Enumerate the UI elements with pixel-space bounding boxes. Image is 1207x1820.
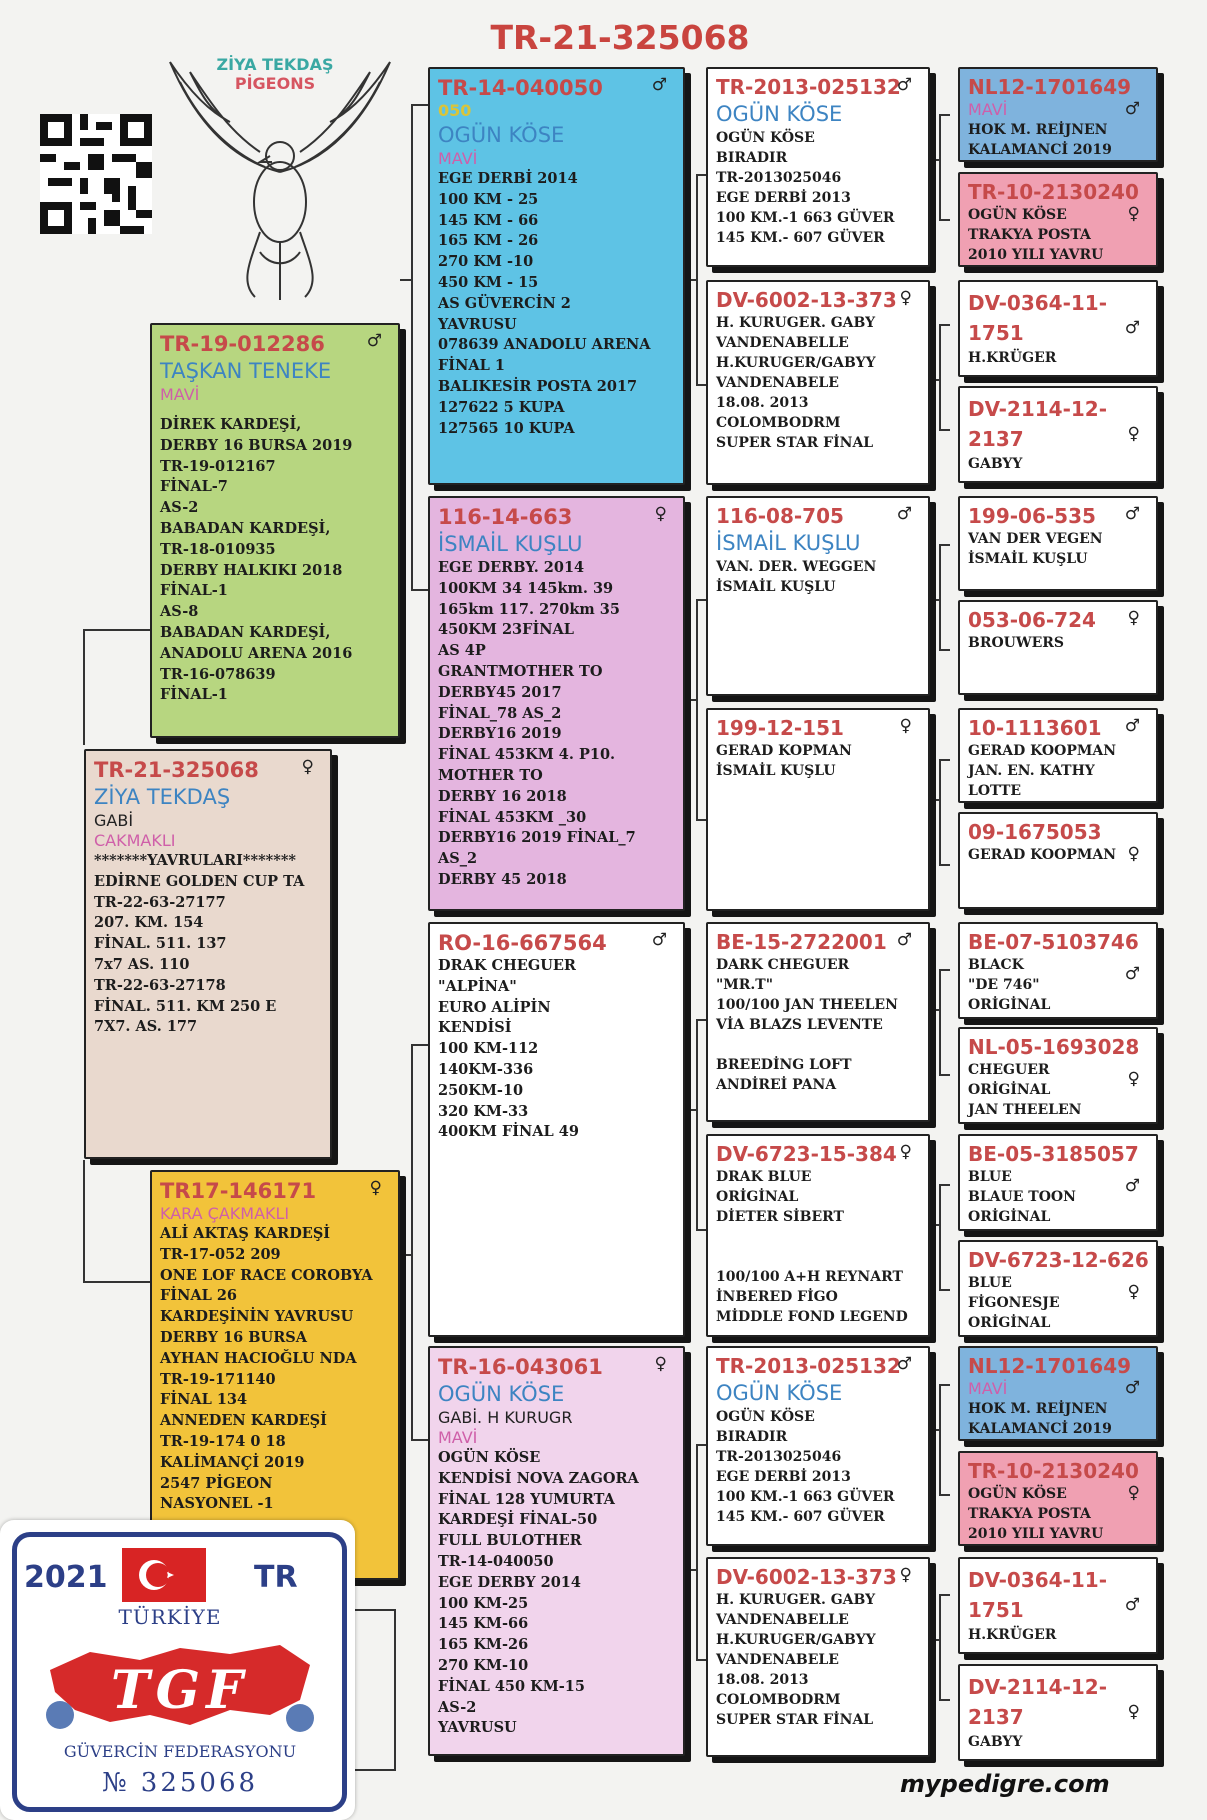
grandparent-card-4[interactable]: [428, 1346, 685, 1756]
female-icon: ♀: [1127, 1282, 1140, 1302]
grandparent-card-3[interactable]: [428, 922, 685, 1337]
male-icon: ♂: [1124, 964, 1140, 984]
ggp1-name: OGÜN KÖSE: [716, 102, 843, 126]
dam-card[interactable]: [150, 1170, 400, 1580]
male-icon: ♂: [1124, 1378, 1140, 1398]
female-icon: ♀: [654, 1354, 667, 1374]
male-icon: ♂: [651, 75, 667, 95]
gp3-notes: DRAK CHEGUER "ALPİNA" EURO ALİPİN KENDİSİ 100 KM-112 140KM-336 250KM-10 320 KM-33 400KM FİNAL 49: [438, 957, 579, 1141]
male-icon: ♂: [1124, 1595, 1140, 1615]
male-icon: ♂: [366, 331, 382, 351]
gggp4-ring: DV-2114-12-2137: [968, 397, 1108, 451]
gggp-card-5[interactable]: [958, 496, 1158, 591]
gggp4-notes: GABYY: [968, 456, 1023, 472]
stamp-country-code: TR: [254, 1560, 298, 1595]
gggp-card-11[interactable]: [958, 1134, 1158, 1231]
dam-ring: TR17-146171: [160, 1179, 317, 1203]
ggp-card-3[interactable]: [706, 496, 930, 696]
gp3-ring: RO-16-667564: [438, 931, 607, 955]
gggp-card-3[interactable]: [958, 280, 1158, 377]
sire-card[interactable]: [150, 323, 400, 738]
ggp6-ring: DV-6723-15-384: [716, 1142, 897, 1166]
gggp-card-12[interactable]: [958, 1240, 1158, 1337]
female-icon: ♀: [301, 757, 314, 777]
gggp12-ring: DV-6723-12-626: [968, 1248, 1149, 1272]
ggp7-notes: OGÜN KÖSE BIRADIR TR-2013025046 EGE DERBİ 2013 100 KM.-1 663 GÜVER 145 KM.- 607 GÜVER: [716, 1409, 895, 1525]
ggp-card-4[interactable]: [706, 708, 930, 911]
gggp-card-13[interactable]: [958, 1346, 1158, 1441]
subject-card[interactable]: [84, 749, 332, 1159]
pedigree-title: TR-21-325068: [490, 18, 750, 57]
gp1-extra: 050: [438, 101, 472, 120]
gggp8-notes: GERAD KOOPMAN: [968, 847, 1117, 863]
gp1-ring: TR-14-040050: [438, 76, 603, 100]
ggp-card-6[interactable]: [706, 1134, 930, 1337]
turkish-flag-icon: [122, 1548, 206, 1602]
gggp2-ring: TR-10-2130240: [968, 180, 1139, 204]
gggp-card-1[interactable]: [958, 67, 1158, 162]
sire-notes: DİREK KARDEŞİ, DERBY 16 BURSA 2019 TR-19-012167 FİNAL-7 AS-2 BABADAN KARDEŞİ, TR-18-010935 DERBY HALKIKI 2018 FİNAL-1 AS-8 BABADAN KARDEŞİ, ANADOLU ARENA 2016 TR-16-078639 FİNAL-1: [160, 416, 353, 704]
male-icon: ♂: [1124, 504, 1140, 524]
gp4-ring: TR-16-043061: [438, 1355, 603, 1379]
gggp1-notes: HOK M. REİJNEN KALAMANCİ 2019: [968, 122, 1112, 158]
ggp8-notes: H. KURUGER. GABY VANDENABELLE H.KURUGER/GABYY VANDENABELE 18.08. 2013 COLOMBODRM SUPER STAR FİNAL: [716, 1592, 876, 1728]
gggp3-notes: H.KRÜGER: [968, 350, 1057, 366]
gp4-name: OGÜN KÖSE: [438, 1382, 565, 1406]
gggp16-ring: DV-2114-12-2137: [968, 1675, 1108, 1729]
gggp8-ring: 09-1675053: [968, 820, 1102, 844]
gggp13-ring: NL12-1701649: [968, 1354, 1132, 1378]
sire-colour: MAVİ: [160, 385, 200, 404]
gp1-colour: MAVİ: [438, 149, 478, 168]
ggp4-notes: GERAD KOPMAN İSMAİL KUŞLU: [716, 743, 852, 779]
female-icon: ♀: [1127, 204, 1140, 224]
gp2-notes: EGE DERBY. 2014 100KM 34 145km. 39 165km 117. 270km 35 450KM 23FİNAL AS 4P GRANTMOTHER TO DERBY45 2017 FİNAL_78 AS_2 DERBY16 2019 FİNAL 453KM 4. P10. MOTHER TO DERBY 16 2018 FİNAL 453KM _30 DERBY16 2019 FİNAL_7 AS_2 DERBY 45 2018: [438, 559, 636, 888]
subject-extra: GABİ: [94, 811, 134, 830]
grandparent-card-2[interactable]: [428, 496, 685, 911]
grandparent-card-1[interactable]: [428, 67, 685, 485]
ring-stamp-card: [0, 1520, 355, 1820]
ggp1-ring: TR-2013-025132: [716, 75, 901, 99]
gp2-name: İSMAİL KUŞLU: [438, 532, 583, 556]
female-icon: ♀: [369, 1178, 382, 1198]
ggp-card-2[interactable]: [706, 280, 930, 485]
gp1-name: OGÜN KÖSE: [438, 123, 565, 147]
female-icon: ♀: [1127, 424, 1140, 444]
gggp1-colour: MAVİ: [968, 100, 1008, 119]
male-icon: ♂: [896, 1354, 912, 1374]
ggp-card-5[interactable]: [706, 922, 930, 1122]
brand-line-1: ZİYA TEKDAŞ: [216, 55, 334, 74]
brand-line-2: PİGEONS: [234, 74, 316, 93]
ggp-card-1[interactable]: [706, 67, 930, 267]
ggp1-notes: OGÜN KÖSE BIRADIR TR-2013025046 EGE DERBİ 2013 100 KM.-1 663 GÜVER 145 KM.- 607 GÜVER: [716, 130, 895, 246]
male-icon: ♂: [1124, 318, 1140, 338]
male-icon: ♂: [1124, 716, 1140, 736]
ggp8-ring: DV-6002-13-373: [716, 1565, 897, 1589]
ggp5-notes: DARK CHEGUER "MR.T" 100/100 JAN THEELEN VİA BLAZS LEVENTE BREEDİNG LOFT ANDİREİ PANA: [716, 957, 898, 1093]
gggp-card-2[interactable]: [958, 172, 1158, 267]
gggp-card-10[interactable]: [958, 1027, 1158, 1124]
ggp-card-8[interactable]: [706, 1557, 930, 1757]
gggp-card-6[interactable]: [958, 600, 1158, 695]
gggp12-notes: BLUE FİGONESJE ORİGİNAL: [968, 1275, 1060, 1331]
female-icon: ♀: [1127, 1702, 1140, 1722]
gggp-card-9[interactable]: [958, 922, 1158, 1019]
stamp-federation: GÜVERCİN FEDERASYONU: [63, 1742, 297, 1761]
gggp2-notes: OGÜN KÖSE TRAKYA POSTA 2010 YILI YAVRU: [968, 207, 1104, 263]
male-icon: ♂: [896, 504, 912, 524]
female-icon: ♀: [654, 504, 667, 524]
female-icon: ♀: [1127, 608, 1140, 628]
gggp-card-8[interactable]: [958, 812, 1158, 909]
subject-notes: *******YAVRULARI******* EDİRNE GOLDEN CUP TA TR-22-63-27177 207. KM. 154 FİNAL. 511. 137 7x7 AS. 110 TR-22-63-27178 FİNAL. 511. KM 250 E 7X7. AS. 177: [94, 852, 305, 1036]
subject-ring: TR-21-325068: [94, 758, 259, 782]
female-icon: ♀: [899, 1565, 912, 1585]
gggp6-ring: 053-06-724: [968, 608, 1096, 632]
female-icon: ♀: [1127, 1069, 1140, 1089]
ggp3-notes: VAN. DER. WEGGEN İSMAİL KUŞLU: [716, 559, 877, 595]
ggp3-ring: 116-08-705: [716, 504, 844, 528]
gggp-card-16[interactable]: [958, 1664, 1158, 1761]
gggp5-notes: VAN DER VEGEN İSMAİL KUŞLU: [968, 531, 1103, 567]
sire-ring: TR-19-012286: [160, 332, 325, 356]
tgf-logo: TGF: [110, 1660, 250, 1721]
gggp14-notes: OGÜN KÖSE TRAKYA POSTA 2010 YILI YAVRU: [968, 1486, 1104, 1542]
dam-colour: KARA ÇAKMAKLI: [160, 1204, 290, 1223]
gggp15-notes: H.KRÜGER: [968, 1627, 1057, 1643]
ggp7-name: OGÜN KÖSE: [716, 1381, 843, 1405]
gp1-notes: EGE DERBİ 2014 100 KM - 25 145 KM - 66 165 KM - 26 270 KM -10 450 KM - 15 AS GÜVERCİN 2 YAVRUSU 078639 ANADOLU ARENA FİNAL 1 BALIKESİR POSTA 2017 127622 5 KUPA 127565 10 KUPA: [438, 170, 651, 437]
gp4-extra: GABİ. H KURUGR: [438, 1408, 573, 1427]
gggp14-ring: TR-10-2130240: [968, 1459, 1139, 1483]
male-icon: ♂: [1124, 99, 1140, 119]
gggp5-ring: 199-06-535: [968, 504, 1096, 528]
ggp2-ring: DV-6002-13-373: [716, 288, 897, 312]
footer-site-link[interactable]: mypedigre.com: [900, 1770, 1110, 1798]
dam-notes: ALİ AKTAŞ KARDEŞİ TR-17-052 209 ONE LOF RACE COROBYA FİNAL 26 KARDEŞİNİN YAVRUSU DERBY 16 BURSA AYHAN HACIOĞLU NDA TR-19-171140 FİNAL 134 ANNEDEN KARDEŞİ TR-19-174 0 18 KALİMANÇİ 2019 2547 PİGEON NASYONEL -1: [160, 1225, 373, 1513]
female-icon: ♀: [1127, 1483, 1140, 1503]
gggp7-ring: 10-1113601: [968, 716, 1102, 740]
subject-colour: CAKMAKLI: [94, 831, 176, 850]
gggp11-notes: BLUE BLAUE TOON ORİGİNAL: [968, 1169, 1076, 1225]
gggp-card-4[interactable]: [958, 386, 1158, 483]
ggp7-ring: TR-2013-025132: [716, 1354, 901, 1378]
gggp13-notes: HOK M. REİJNEN KALAMANCİ 2019: [968, 1401, 1112, 1437]
gggp-card-7[interactable]: [958, 708, 1158, 803]
female-icon: ♀: [899, 716, 912, 736]
male-icon: ♂: [896, 930, 912, 950]
gp2-ring: 116-14-663: [438, 505, 573, 529]
female-icon: ♀: [899, 1142, 912, 1162]
gggp13-colour: MAVİ: [968, 1379, 1008, 1398]
gggp11-ring: BE-05-3185057: [968, 1142, 1139, 1166]
stamp-country: TÜRKİYE: [118, 1605, 222, 1629]
ggp5-ring: BE-15-2722001: [716, 930, 887, 954]
gggp3-ring: DV-0364-11-1751: [968, 291, 1108, 345]
male-icon: ♂: [896, 75, 912, 95]
sire-name: TAŞKAN TENEKE: [160, 359, 332, 383]
male-icon: ♂: [1124, 1176, 1140, 1196]
gggp10-notes: CHEGUER ORİGİNAL JAN THEELEN: [968, 1062, 1082, 1118]
ggp-card-7[interactable]: [706, 1346, 930, 1546]
gp4-colour: MAVİ: [438, 1428, 478, 1447]
gggp1-ring: NL12-1701649: [968, 75, 1132, 99]
male-icon: ♂: [651, 930, 667, 950]
gggp6-notes: BROUWERS: [968, 635, 1065, 651]
gggp-card-15[interactable]: [958, 1557, 1158, 1654]
stamp-number: № 325068: [101, 1768, 259, 1798]
gggp15-ring: DV-0364-11-1751: [968, 1568, 1108, 1622]
gggp9-notes: BLACK "DE 746" ORİGİNAL: [968, 957, 1051, 1013]
ggp6-notes: DRAK BLUE ORİGİNAL DİETER SİBERT 100/100 A+H REYNART İNBERED FİGO MİDDLE FOND LEGEND: [716, 1169, 908, 1325]
stamp-year: 2021: [24, 1560, 108, 1595]
ggp3-name: İSMAİL KUŞLU: [716, 531, 861, 555]
gggp9-ring: BE-07-5103746: [968, 930, 1139, 954]
gggp16-notes: GABYY: [968, 1734, 1023, 1750]
female-icon: ♀: [899, 288, 912, 308]
gggp-card-14[interactable]: [958, 1451, 1158, 1546]
subject-name: ZİYA TEKDAŞ: [94, 785, 231, 809]
gggp7-notes: GERAD KOOPMAN JAN. EN. KATHY LOTTE: [968, 743, 1117, 799]
ggp4-ring: 199-12-151: [716, 716, 844, 740]
female-icon: ♀: [1127, 844, 1140, 864]
ggp2-notes: H. KURUGER. GABY VANDENABELLE H.KURUGER/GABYY VANDENABELE 18.08. 2013 COLOMBODRM SUPER STAR FİNAL: [716, 315, 876, 451]
gp4-notes: OGÜN KÖSE KENDİSİ NOVA ZAGORA FİNAL 128 YUMURTA KARDEŞİ FİNAL-50 FULL BULOTHER TR-14-040050 EGE DERBY 2014 100 KM-25 145 KM-66 165 KM-26 270 KM-10 FİNAL 450 KM-15 AS-2 YAVRUSU: [438, 1449, 639, 1737]
gggp10-ring: NL-05-1693028: [968, 1035, 1140, 1059]
